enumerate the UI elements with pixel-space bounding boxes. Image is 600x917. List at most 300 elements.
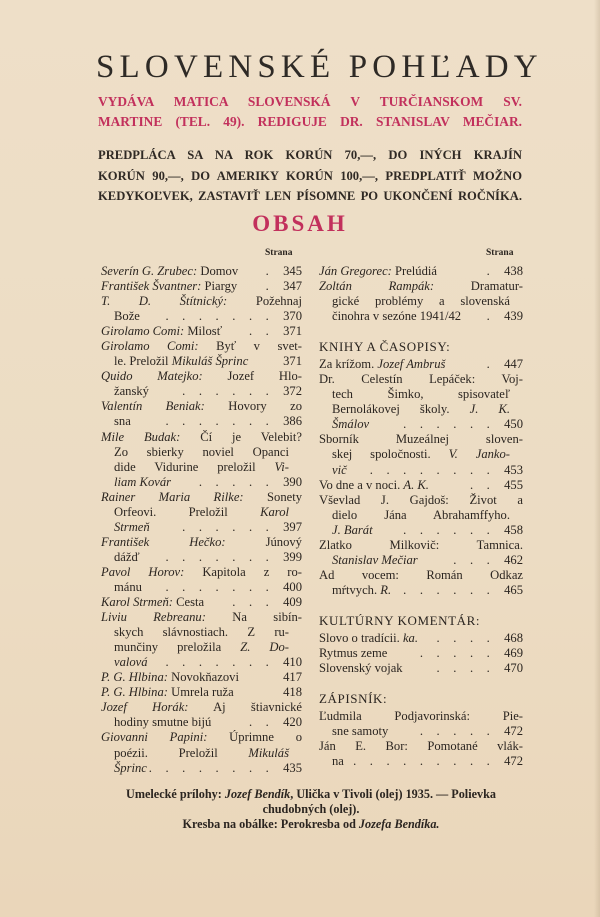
- toc-line: [101, 700, 302, 715]
- toc-line-continuation: [101, 625, 302, 640]
- toc-title: Za krížom.: [319, 357, 378, 372]
- toc-page-number: 418: [283, 685, 302, 700]
- toc-line-text: [101, 490, 302, 505]
- toc-entry: [101, 339, 302, 369]
- toc-line-continuation: [101, 550, 302, 565]
- toc-entry: [319, 432, 523, 477]
- toc-line-text: [101, 324, 222, 339]
- toc-title-italic: Jozef Ambruš: [377, 357, 446, 372]
- toc-line-text: [319, 264, 437, 279]
- toc-line-continuation: [319, 508, 523, 523]
- cover-artist-name: Jozefa Bendíka.: [358, 817, 440, 832]
- toc-title: Umrela ruža: [171, 685, 234, 700]
- toc-page-number: 420: [283, 715, 302, 730]
- toc-line: [319, 432, 523, 447]
- toc-title: Hovory zo: [228, 399, 302, 414]
- toc-line-text: [101, 670, 239, 685]
- toc-entry: [101, 535, 302, 565]
- toc-line-text: [101, 595, 204, 610]
- toc-line: [101, 685, 302, 700]
- toc-entry: [101, 610, 302, 670]
- toc-title: Slovo o tradícii.: [319, 630, 403, 645]
- art-supplements-text: , Ulička v Tivoli (olej) 1935. — Polievka: [290, 787, 496, 801]
- toc-text-italic: Vi-: [274, 459, 289, 474]
- toc-line-text: [319, 432, 523, 447]
- toc-line-text: [332, 583, 391, 598]
- toc-line: [101, 595, 302, 610]
- toc-entry: [101, 264, 302, 279]
- toc-title-italic: ka.: [402, 630, 418, 645]
- toc-dot-leader: .: [486, 264, 495, 278]
- toc-title: Ad vocem: Román Odkaz: [319, 567, 523, 582]
- toc-dot-leader: . . . . . . . .: [148, 760, 274, 775]
- toc-line: [319, 279, 523, 294]
- toc-line-continuation: [101, 640, 302, 655]
- toc-title: Cesta: [176, 595, 205, 610]
- toc-line: [319, 372, 523, 387]
- toc-text: hodiny smutne bijú: [114, 715, 212, 730]
- subscription-line: KEDYKOĽVEK, ZASTAVIŤ LEN PÍSOMNE PO UKONČENÍ ROČNÍKA.: [98, 189, 522, 203]
- toc-author: Severín G. Zrubec:: [101, 264, 198, 278]
- page-edge-shadow: [594, 0, 600, 917]
- toc-line-text: [114, 550, 140, 565]
- toc-line-continuation: [319, 523, 523, 538]
- toc-line-text: [101, 369, 302, 384]
- toc-entry: [319, 661, 523, 676]
- toc-dot-leader: . . . . . .: [403, 582, 495, 597]
- toc-page-number: 372: [283, 384, 302, 399]
- toc-page-number: 465: [504, 582, 523, 597]
- toc-text: munčiny preložila: [114, 640, 241, 655]
- toc-entry: [319, 568, 523, 598]
- toc-line-text: [319, 357, 445, 372]
- toc-dot-leader: .: [486, 309, 495, 324]
- publisher-line: VYDÁVA MATICA SLOVENSKÁ V TURČIANSKOM SV.: [98, 94, 522, 109]
- toc-author: Valentín Beniak:: [101, 399, 205, 414]
- toc-title: Domov: [200, 264, 239, 278]
- toc-line: [101, 565, 302, 580]
- toc-entry: [319, 646, 523, 661]
- toc-line-text: [332, 463, 347, 478]
- toc-line-continuation: [101, 746, 302, 761]
- toc-dot-leader: . . . . .: [198, 474, 274, 489]
- toc-line-text: [114, 640, 289, 655]
- toc-dot-leader: . . . . . .: [403, 522, 495, 537]
- toc-title: Ján E. Bor: Pomotané vlák-: [319, 739, 523, 754]
- toc-entry: [101, 430, 302, 490]
- toc-dot-leader: . . . . . . . .: [369, 462, 495, 477]
- toc-page-number: 409: [283, 595, 302, 610]
- toc-title: Aj štiavnické: [213, 700, 302, 715]
- toc-dot-leader: . . . . . . .: [165, 414, 274, 429]
- toc-entry: [101, 565, 302, 595]
- toc-line: [101, 369, 302, 384]
- toc-line: [101, 294, 302, 309]
- toc-author: Girolamo Comi:: [101, 339, 199, 354]
- toc-line-text: [114, 655, 148, 670]
- toc-line-continuation: [101, 309, 302, 324]
- toc-line-text: [114, 460, 289, 475]
- toc-text: sne samoty: [332, 724, 389, 739]
- toc-page-number: 453: [504, 462, 523, 477]
- toc-text-italic: R.: [380, 582, 392, 597]
- art-supplements-line: [96, 787, 526, 802]
- toc-text-italic: J. Barát: [332, 522, 373, 537]
- toc-entry: [101, 490, 302, 535]
- toc-title: Milosť: [187, 324, 223, 339]
- toc-title: Vo dne a v noci.: [319, 477, 404, 492]
- toc-author: Karol Strmeň:: [101, 595, 173, 610]
- toc-line-text: [101, 610, 302, 625]
- toc-dot-leader: . . . . . . .: [165, 549, 274, 564]
- toc-line: [319, 739, 523, 754]
- toc-author: Giovanni Papini:: [101, 730, 208, 745]
- toc-dot-leader: . . . . . . .: [165, 655, 274, 670]
- toc-line-continuation: [319, 309, 523, 324]
- toc-title: Piargy: [204, 279, 238, 294]
- cover-drawing-label: Kresba na obálke: Perokresba od: [182, 817, 359, 832]
- toc-line: [319, 264, 523, 279]
- subscription-line: KORÚN 90,—, DO AMERIKY KORÚN 100,—, PREDPLATIŤ MOŽNO: [98, 168, 522, 183]
- toc-line-continuation: [101, 460, 302, 475]
- toc-entry: [319, 478, 523, 493]
- toc-dot-leader: .: [265, 279, 274, 294]
- toc-line-text: [101, 700, 302, 715]
- toc-line-continuation: [101, 655, 302, 670]
- toc-line-text: [101, 279, 237, 294]
- toc-title: Rytmus zeme: [319, 645, 388, 660]
- toc-line-text: [332, 309, 461, 324]
- toc-line-continuation: [101, 505, 302, 520]
- toc-line-text: [319, 739, 523, 754]
- toc-text: skych slávnostiach. Z ru-: [114, 625, 289, 640]
- toc-line-text: [319, 279, 523, 294]
- toc-line-text: [101, 685, 234, 700]
- toc-line-continuation: [319, 402, 523, 417]
- toc-title: Slovenský vojak: [319, 661, 403, 676]
- toc-author: Ján Gregorec:: [319, 264, 392, 278]
- toc-title: Dr. Celestín Lepáček: Voj-: [319, 372, 523, 387]
- toc-page-number: 462: [504, 552, 523, 567]
- toc-entry: [319, 631, 523, 646]
- toc-author: Mile Budak:: [101, 429, 181, 444]
- toc-line-text: [101, 294, 302, 309]
- toc-line-text: [101, 399, 302, 414]
- toc-line-text: [319, 631, 418, 646]
- toc-title-italic: A. K.: [403, 477, 429, 492]
- toc-line-continuation: [101, 580, 302, 595]
- page-column-label: Strana: [265, 248, 293, 258]
- toc-line-text: [114, 505, 289, 520]
- toc-line-text: [319, 709, 523, 724]
- toc-line-text: [114, 354, 248, 369]
- toc-page-number: 450: [504, 417, 523, 432]
- toc-dot-leader: . . . . . .: [182, 519, 274, 534]
- toc-title: Vševlad J. Gajdoš: Život a: [319, 492, 523, 507]
- toc-text-italic: Stanislav Mečiar: [332, 552, 418, 567]
- toc-line: [319, 661, 523, 676]
- toc-line-text: [332, 417, 369, 432]
- toc-entry: [101, 670, 302, 685]
- toc-text: mánu: [114, 579, 142, 594]
- toc-line-text: [319, 661, 403, 676]
- toc-page-number: 472: [504, 754, 523, 769]
- toc-line: [101, 264, 302, 279]
- toc-line-continuation: [101, 445, 302, 460]
- toc-text-italic: V. Janko-: [448, 447, 510, 462]
- toc-dot-leader: . . .: [453, 552, 495, 567]
- toc-title: Sonety: [267, 489, 303, 504]
- toc-title: Zlatko Milkovič: Tamnica.: [319, 537, 523, 552]
- toc-line: [101, 324, 302, 339]
- contents-left-column: [101, 264, 302, 776]
- toc-entry: [101, 399, 302, 429]
- toc-page-number: 447: [504, 357, 523, 372]
- toc-line-text: [332, 447, 510, 462]
- toc-line-text: [332, 553, 418, 568]
- toc-line-continuation: [101, 520, 302, 535]
- toc-title: Júnový: [265, 534, 302, 549]
- toc-line-continuation: [101, 414, 302, 429]
- toc-title: Prelúdiá: [395, 264, 437, 278]
- toc-page-number: 439: [504, 309, 523, 324]
- contents-heading: OBSAH: [252, 211, 348, 236]
- toc-page-number: 397: [283, 519, 302, 534]
- toc-title: Kapitola z ro-: [202, 564, 302, 579]
- toc-line: [101, 339, 302, 354]
- toc-line-continuation: [319, 583, 523, 598]
- toc-author: František Švantner:: [101, 279, 202, 294]
- toc-author: Zoltán Rampák:: [319, 279, 435, 294]
- toc-line-continuation: [101, 761, 302, 776]
- toc-line-text: [101, 730, 302, 745]
- toc-line-text: [101, 535, 302, 550]
- toc-line-text: [319, 493, 523, 508]
- toc-text-italic: Mikuláš: [248, 745, 289, 760]
- toc-section: [319, 612, 523, 676]
- toc-text: žanský: [114, 384, 149, 399]
- toc-entry: [319, 538, 523, 568]
- artist-name: Jozef Bendík: [224, 787, 291, 801]
- toc-line-continuation: [319, 447, 523, 462]
- toc-line-continuation: [319, 754, 523, 769]
- toc-text: Orfeovi. Preložil: [114, 504, 261, 519]
- contents-right-column: [319, 264, 523, 769]
- cover-drawing-line: [96, 817, 526, 832]
- toc-text: dielo Jána Abrahamffyho.: [332, 507, 510, 522]
- toc-line-text: [319, 478, 429, 493]
- toc-page-number: 438: [504, 264, 523, 278]
- toc-page-number: 370: [283, 309, 302, 324]
- toc-entry: [101, 324, 302, 339]
- footer-notes: [96, 787, 526, 833]
- toc-line-text: [332, 523, 373, 538]
- toc-line-continuation: [101, 384, 302, 399]
- toc-title: Úprimne o: [229, 730, 302, 745]
- toc-entry: [101, 595, 302, 610]
- toc-dot-leader: . . . . .: [419, 645, 495, 660]
- toc-text: Zo sbierky noviel Opanci: [114, 444, 289, 459]
- toc-line-text: [101, 264, 238, 279]
- toc-line: [319, 493, 523, 508]
- toc-line-continuation: [319, 553, 523, 568]
- toc-line-text: [319, 646, 387, 661]
- toc-line: [101, 730, 302, 745]
- toc-line-continuation: [319, 724, 523, 739]
- toc-entry: [101, 685, 302, 700]
- toc-title: Požehnaj: [255, 294, 302, 309]
- toc-entry: [319, 739, 523, 769]
- toc-author: Girolamo Comi:: [101, 324, 185, 339]
- toc-text-italic: J. K.: [469, 402, 511, 417]
- toc-page-number: 386: [283, 414, 302, 429]
- toc-line-text: [332, 387, 510, 402]
- toc-author: František Hečko:: [101, 534, 226, 549]
- toc-line-text: [332, 508, 510, 523]
- toc-dot-leader: . . . . . .: [403, 417, 495, 432]
- toc-title: Byť v svet-: [216, 339, 302, 354]
- subscription-line: PREDPLÁCA SA NA ROK KORÚN 70,—, DO INÝCH KRAJÍN: [98, 148, 522, 162]
- toc-line: [319, 709, 523, 724]
- toc-section: [319, 338, 523, 598]
- toc-line: [319, 357, 523, 372]
- toc-line-text: [332, 402, 510, 417]
- toc-section: [319, 690, 523, 769]
- toc-text: Bože: [114, 309, 140, 324]
- toc-section-heading: KULTÚRNY KOMENTÁR:: [319, 612, 481, 628]
- toc-line-continuation: [319, 294, 523, 309]
- subscription-info: [98, 145, 522, 207]
- publisher-info: [98, 92, 522, 132]
- toc-author: Pavol Horov:: [101, 564, 185, 579]
- toc-line-text: [332, 724, 388, 739]
- toc-text: Bernolákovej školy.: [332, 402, 470, 417]
- toc-text: činohra v sezóne 1941/42: [332, 309, 462, 324]
- toc-line-text: [101, 565, 302, 580]
- toc-dot-leader: . . . . . . .: [165, 579, 274, 594]
- toc-line-text: [114, 761, 147, 776]
- toc-text-italic: vič: [332, 462, 347, 477]
- toc-page-number: 469: [504, 645, 523, 660]
- toc-dot-leader: . . . .: [436, 661, 495, 676]
- toc-text: poézii. Preložil: [114, 745, 249, 760]
- toc-title: Novokňazovi: [171, 670, 239, 685]
- toc-dot-leader: .: [265, 264, 274, 278]
- toc-line: [101, 670, 302, 685]
- toc-line: [101, 535, 302, 550]
- magazine-title: SLOVENSKÉ POHĽADY: [96, 49, 543, 85]
- art-supplements-line-2: chudobných (olej).: [262, 802, 360, 817]
- toc-text: na: [332, 754, 344, 769]
- toc-line: [319, 631, 523, 646]
- toc-entry: [319, 279, 523, 324]
- toc-page-number: 458: [504, 522, 523, 537]
- toc-line-text: [319, 372, 523, 387]
- toc-dot-leader: . . . . . . .: [165, 309, 274, 324]
- publisher-line: MARTINE (TEL. 49). REDIGUJE DR. STANISLAV MEČIAR.: [98, 114, 522, 129]
- page-column-label: Strana: [486, 248, 514, 258]
- toc-line-text: [114, 445, 289, 460]
- toc-text-italic: Šmálov: [332, 417, 370, 432]
- toc-line-text: [114, 625, 289, 640]
- toc-page-number: 347: [283, 279, 302, 294]
- toc-line-text: [319, 568, 523, 583]
- toc-title: Na sibín-: [232, 610, 302, 625]
- toc-dot-leader: . . .: [232, 595, 274, 610]
- toc-text: dážď: [114, 549, 140, 564]
- toc-page-number: 468: [504, 630, 523, 645]
- toc-author: T. D. Štítnický:: [101, 294, 228, 309]
- toc-line-continuation: [319, 417, 523, 432]
- toc-line-continuation: [101, 715, 302, 730]
- toc-page-number: 399: [283, 549, 302, 564]
- toc-line-text: [114, 715, 211, 730]
- toc-author: Quido Matejko:: [101, 369, 203, 384]
- toc-line-text: [101, 339, 302, 354]
- toc-page-number: 470: [504, 661, 523, 676]
- toc-line: [319, 478, 523, 493]
- toc-entry: [101, 730, 302, 775]
- toc-line-continuation: [101, 475, 302, 490]
- toc-line-text: [114, 384, 149, 399]
- toc-text: gické problémy a slovenská: [332, 294, 510, 309]
- toc-text: tech Šimko, spisovateľ: [332, 387, 510, 402]
- toc-text: dide Vidurine preložil: [114, 459, 275, 474]
- toc-line-text: [114, 580, 142, 595]
- toc-line: [101, 610, 302, 625]
- toc-text: sna: [114, 414, 131, 429]
- toc-line-text: [114, 475, 171, 490]
- toc-entry: [319, 264, 523, 279]
- toc-line: [101, 399, 302, 414]
- toc-dot-leader: .: [486, 357, 495, 372]
- toc-page-number: 400: [283, 579, 302, 594]
- toc-text-italic: Šprinc: [114, 760, 147, 775]
- toc-entry: [319, 372, 523, 432]
- toc-author: Jozef Horák:: [101, 700, 189, 715]
- toc-line-text: [114, 746, 289, 761]
- toc-text-italic: Mikuláš Šprinc: [171, 354, 249, 369]
- toc-page-number: 345: [283, 264, 302, 278]
- toc-page-number: 472: [504, 724, 523, 739]
- toc-title: Ľudmila Podjavorinská: Pie-: [319, 709, 523, 724]
- toc-line: [319, 538, 523, 553]
- toc-page-number: 417: [283, 670, 302, 685]
- toc-line: [319, 568, 523, 583]
- toc-line-text: [319, 538, 523, 553]
- toc-author: P. G. Hlbina:: [101, 670, 168, 685]
- toc-text-italic: Z. Do-: [240, 640, 289, 655]
- toc-entry: [319, 709, 523, 739]
- toc-text: mŕtvych.: [332, 582, 381, 597]
- toc-dot-leader: . . . . .: [419, 724, 495, 739]
- toc-text-italic: liam Kovár: [114, 474, 172, 489]
- toc-dot-leader: . .: [469, 477, 495, 492]
- toc-line: [319, 646, 523, 661]
- toc-line-continuation: [319, 463, 523, 478]
- toc-line: [101, 279, 302, 294]
- toc-title: Dramatur-: [470, 279, 523, 294]
- toc-dot-leader: . .: [248, 715, 274, 730]
- toc-page-number: 410: [283, 655, 302, 670]
- toc-page-number: 371: [283, 324, 302, 339]
- toc-title: Sborník Muzeálnej sloven-: [319, 432, 523, 447]
- toc-line-continuation: [101, 354, 302, 369]
- toc-text: skej spoločnosti.: [332, 447, 449, 462]
- toc-line-text: [114, 414, 131, 429]
- toc-line-text: [101, 430, 302, 445]
- toc-text-italic: valová: [114, 655, 148, 670]
